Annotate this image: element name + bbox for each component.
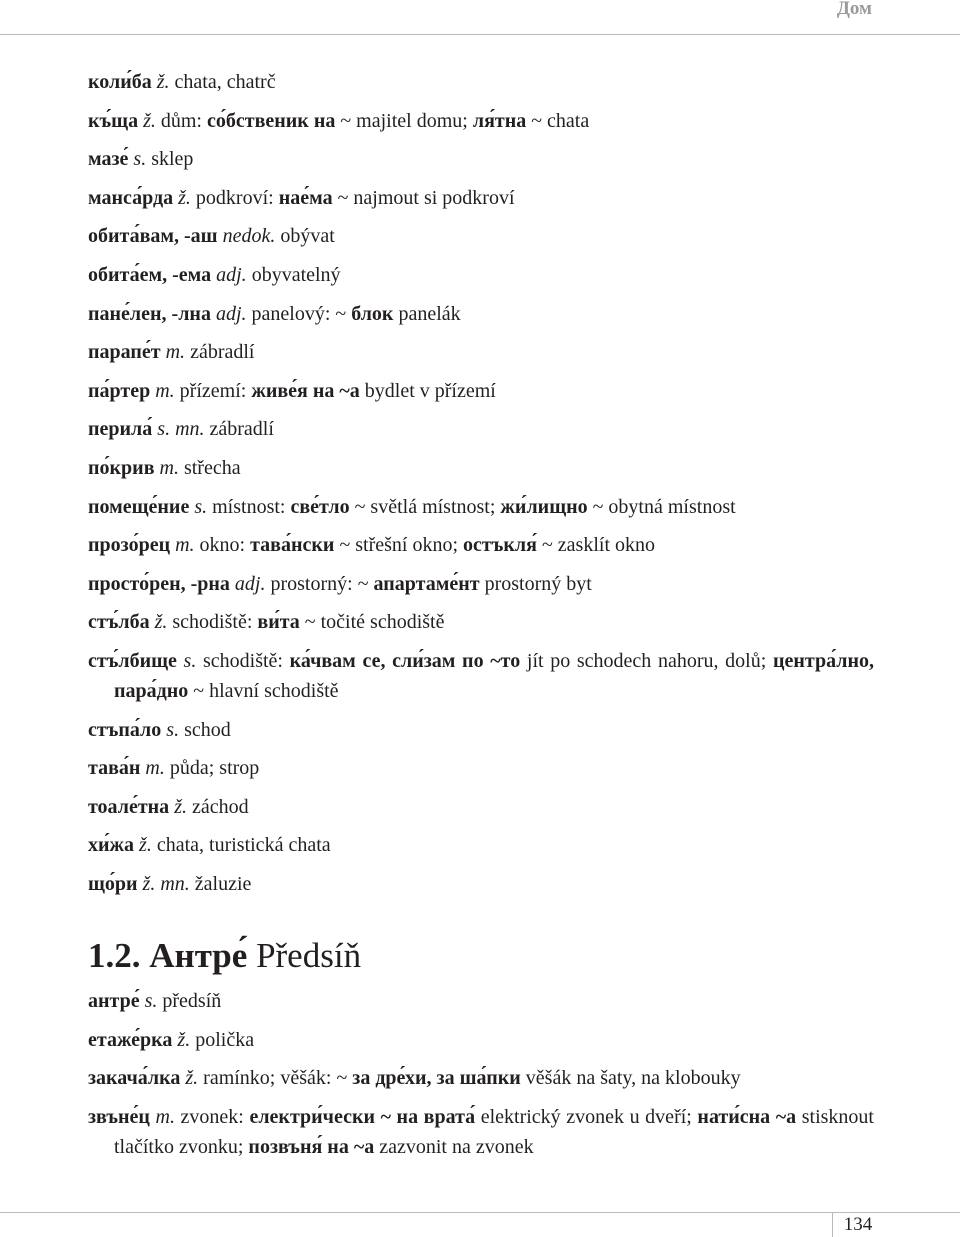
- entry-grammar: s.: [128, 148, 147, 171]
- entry-headword: звъне́ц: [88, 1105, 150, 1128]
- entry-meaning: střecha: [178, 456, 241, 479]
- entry: [88, 1025, 874, 1055]
- entry-grammar: s.: [176, 649, 197, 672]
- section-entries: [88, 986, 874, 1170]
- entry: [88, 492, 874, 522]
- entry-headword: помеще́ние: [88, 495, 190, 518]
- entry-grammar: m.: [160, 341, 186, 364]
- entry-translation: ~ majitel domu;: [340, 109, 473, 132]
- section-title-cs: Předsíň: [256, 936, 362, 975]
- entry-headword: мазе́: [88, 148, 129, 171]
- entry-grammar: m.: [150, 379, 175, 402]
- entry-headword: прозо́рец: [88, 534, 171, 557]
- entry-headword: пане́лен, -лна: [88, 302, 211, 325]
- entry: [88, 530, 874, 560]
- entry-translation: jít po schodech nahoru, dolů;: [520, 649, 773, 672]
- entry-grammar: ž.: [169, 795, 187, 818]
- entry-example: за дре́хи, за ша́пки: [352, 1067, 521, 1090]
- entry-grammar: m.: [149, 1105, 175, 1128]
- section-number: 1.2.: [88, 936, 141, 975]
- entry-translation: elektrický zvonek u dveří;: [475, 1105, 698, 1128]
- entry-grammar: adj.: [210, 302, 247, 325]
- entry-meaning: podkroví:: [190, 186, 279, 209]
- entry-translation: ~ hlavní schodiště: [188, 679, 339, 702]
- entry-grammar: adj.: [229, 572, 266, 595]
- entry-headword: стъ́лбище: [88, 649, 177, 672]
- entry-meaning: obývat: [275, 225, 335, 248]
- entry-meaning: zábradlí: [204, 418, 274, 441]
- entry-headword: обита́вам, -аш: [88, 225, 218, 248]
- entry-meaning: přízemí:: [174, 379, 252, 402]
- entry-grammar: m.: [140, 757, 165, 780]
- entry-grammar: ž.: [173, 186, 191, 209]
- entry-headword: що́ри: [88, 872, 138, 895]
- entry-example: све́тло: [290, 495, 350, 518]
- entry-headword: обита́ем, -ема: [88, 263, 212, 286]
- entry: [88, 221, 874, 251]
- entry: [88, 646, 874, 706]
- entry-example: блок: [351, 302, 394, 325]
- entry-grammar: s.: [139, 990, 158, 1012]
- entry-grammar: m.: [170, 534, 195, 557]
- entry-meaning: záchod: [186, 795, 249, 818]
- entry-meaning: předsíň: [157, 990, 222, 1012]
- section-title-bg: Антре́: [149, 936, 248, 975]
- entry-headword: етаже́рка: [88, 1028, 173, 1051]
- entry-translation: zazvonit na zvonek: [374, 1135, 534, 1158]
- entry-headword: просто́рен, -рна: [88, 572, 230, 595]
- entry-example: центра́лно, пара́дно: [114, 649, 874, 702]
- entry-meaning: místnost:: [207, 495, 291, 518]
- entry: [88, 792, 874, 822]
- entry: [88, 67, 874, 97]
- entry: [88, 299, 874, 329]
- entry-headword: къ́ща: [88, 109, 139, 132]
- entry-translation: ~ najmout si podkroví: [332, 186, 515, 209]
- entry: [88, 183, 874, 213]
- entry-meaning: prostorný: ~: [265, 572, 374, 595]
- entry: [88, 144, 874, 174]
- entry-translation: ~ točité schodiště: [299, 611, 445, 634]
- entry-example: апартаме́нт: [373, 572, 480, 595]
- entry: [88, 753, 874, 783]
- entry-translation: stisknout tlačítko zvonku;: [114, 1105, 874, 1158]
- entry-example: нае́ма: [278, 186, 333, 209]
- running-header: [0, 0, 960, 35]
- entry-meaning: zvonek:: [174, 1105, 250, 1128]
- entry-example: жи́лищно: [500, 495, 588, 518]
- entry-grammar: adj.: [211, 263, 247, 286]
- entry-meaning: schodiště:: [167, 611, 258, 634]
- entry-translation: věšák na šaty, na klobouky: [520, 1067, 741, 1090]
- entry-grammar: ž.: [172, 1028, 191, 1051]
- entry: [88, 1102, 874, 1162]
- entry-meaning: chata, turistická chata: [151, 834, 331, 857]
- entry-translation: bydlet v přízemí: [359, 379, 496, 402]
- entry-translation: ~ střešní okno;: [334, 534, 464, 557]
- entry: [88, 260, 874, 290]
- entry-grammar: ž.: [180, 1067, 199, 1090]
- dictionary-entries: [88, 67, 874, 907]
- entry-grammar: nedok.: [217, 225, 276, 248]
- entry-example: тава́нски: [250, 534, 335, 557]
- entry-example: електри́чески ~ на врата́: [249, 1105, 476, 1128]
- entry-headword: парапе́т: [88, 341, 161, 364]
- entry: [88, 869, 874, 899]
- entry-grammar: m.: [154, 456, 179, 479]
- entry-example: живе́я на ~а: [251, 379, 360, 402]
- entry-headword: хи́жа: [88, 834, 135, 857]
- entry: [88, 337, 874, 367]
- entry: [88, 986, 874, 1016]
- entry-headword: антре́: [88, 990, 140, 1012]
- entry: [88, 453, 874, 483]
- entry: [88, 715, 874, 745]
- entry-example: позвъня́ на ~а: [248, 1135, 375, 1158]
- entry-example: ля́тна: [472, 109, 532, 132]
- section-heading: [88, 936, 361, 976]
- entry-meaning: panelový: ~: [246, 302, 352, 325]
- entry-headword: по́крив: [88, 456, 155, 479]
- entry-headword: па́ртер: [88, 379, 151, 402]
- entry-headword: тава́н: [88, 757, 141, 780]
- entry-example: нати́сна ~а: [697, 1105, 797, 1128]
- entry-grammar: ž.: [151, 71, 170, 93]
- entry-grammar: s. mn.: [152, 418, 205, 441]
- entry-meaning: schod: [179, 718, 231, 741]
- entry-grammar: ž.: [149, 611, 168, 634]
- entry-example: остъкля́: [463, 534, 537, 557]
- entry-meaning: okno:: [194, 534, 251, 557]
- entry-meaning: zábradlí: [185, 341, 255, 364]
- entry: [88, 1063, 874, 1093]
- entry-headword: стъ́лба: [88, 611, 150, 634]
- entry: [88, 376, 874, 406]
- entry-grammar: s.: [161, 718, 180, 741]
- entry-translation: panelák: [393, 302, 461, 325]
- entry-meaning: schodiště:: [196, 649, 290, 672]
- entry-grammar: ž. mn.: [137, 872, 190, 895]
- entry-meaning: chata, chatrč: [169, 71, 276, 93]
- entry-headword: коли́ба: [88, 71, 152, 93]
- running-title: Дом: [836, 0, 872, 19]
- entry-grammar: ž.: [138, 109, 156, 132]
- entry-headword: перила́: [88, 418, 153, 441]
- entry: [88, 106, 874, 136]
- entry: [88, 414, 874, 444]
- entry-meaning: dům:: [155, 109, 207, 132]
- entry-grammar: ž.: [134, 834, 152, 857]
- page-number: 134: [843, 1214, 873, 1235]
- entry-meaning: ramínko; věšák: ~: [198, 1067, 353, 1090]
- entry-translation: ~ obytná místnost: [587, 495, 736, 518]
- entry: [88, 607, 874, 637]
- entry-meaning: obyvatelný: [246, 263, 341, 286]
- entry-meaning: polička: [190, 1028, 255, 1051]
- entry-translation: ~ chata: [531, 109, 590, 132]
- entry-translation: ~ zasklít okno: [536, 534, 655, 557]
- entry-meaning: sklep: [146, 148, 194, 171]
- entry-headword: стъпа́ло: [88, 718, 162, 741]
- entry-headword: тоале́тна: [88, 795, 170, 818]
- entry-example: со́бственик на: [207, 109, 341, 132]
- entry: [88, 830, 874, 860]
- entry-example: ка́чвам се, сли́зам по ~то: [289, 649, 521, 672]
- entry-meaning: žaluzie: [189, 872, 252, 895]
- entry-headword: закача́лка: [88, 1067, 181, 1090]
- entry-translation: ~ světlá místnost;: [349, 495, 501, 518]
- entry-translation: prostorný byt: [479, 572, 592, 595]
- footer-rule: [0, 1212, 960, 1213]
- entry: [88, 569, 874, 599]
- entry-meaning: půda; strop: [164, 757, 260, 780]
- entry-headword: манса́рда: [88, 186, 174, 209]
- entry-example: ви́та: [257, 611, 300, 634]
- entry-grammar: s.: [189, 495, 208, 518]
